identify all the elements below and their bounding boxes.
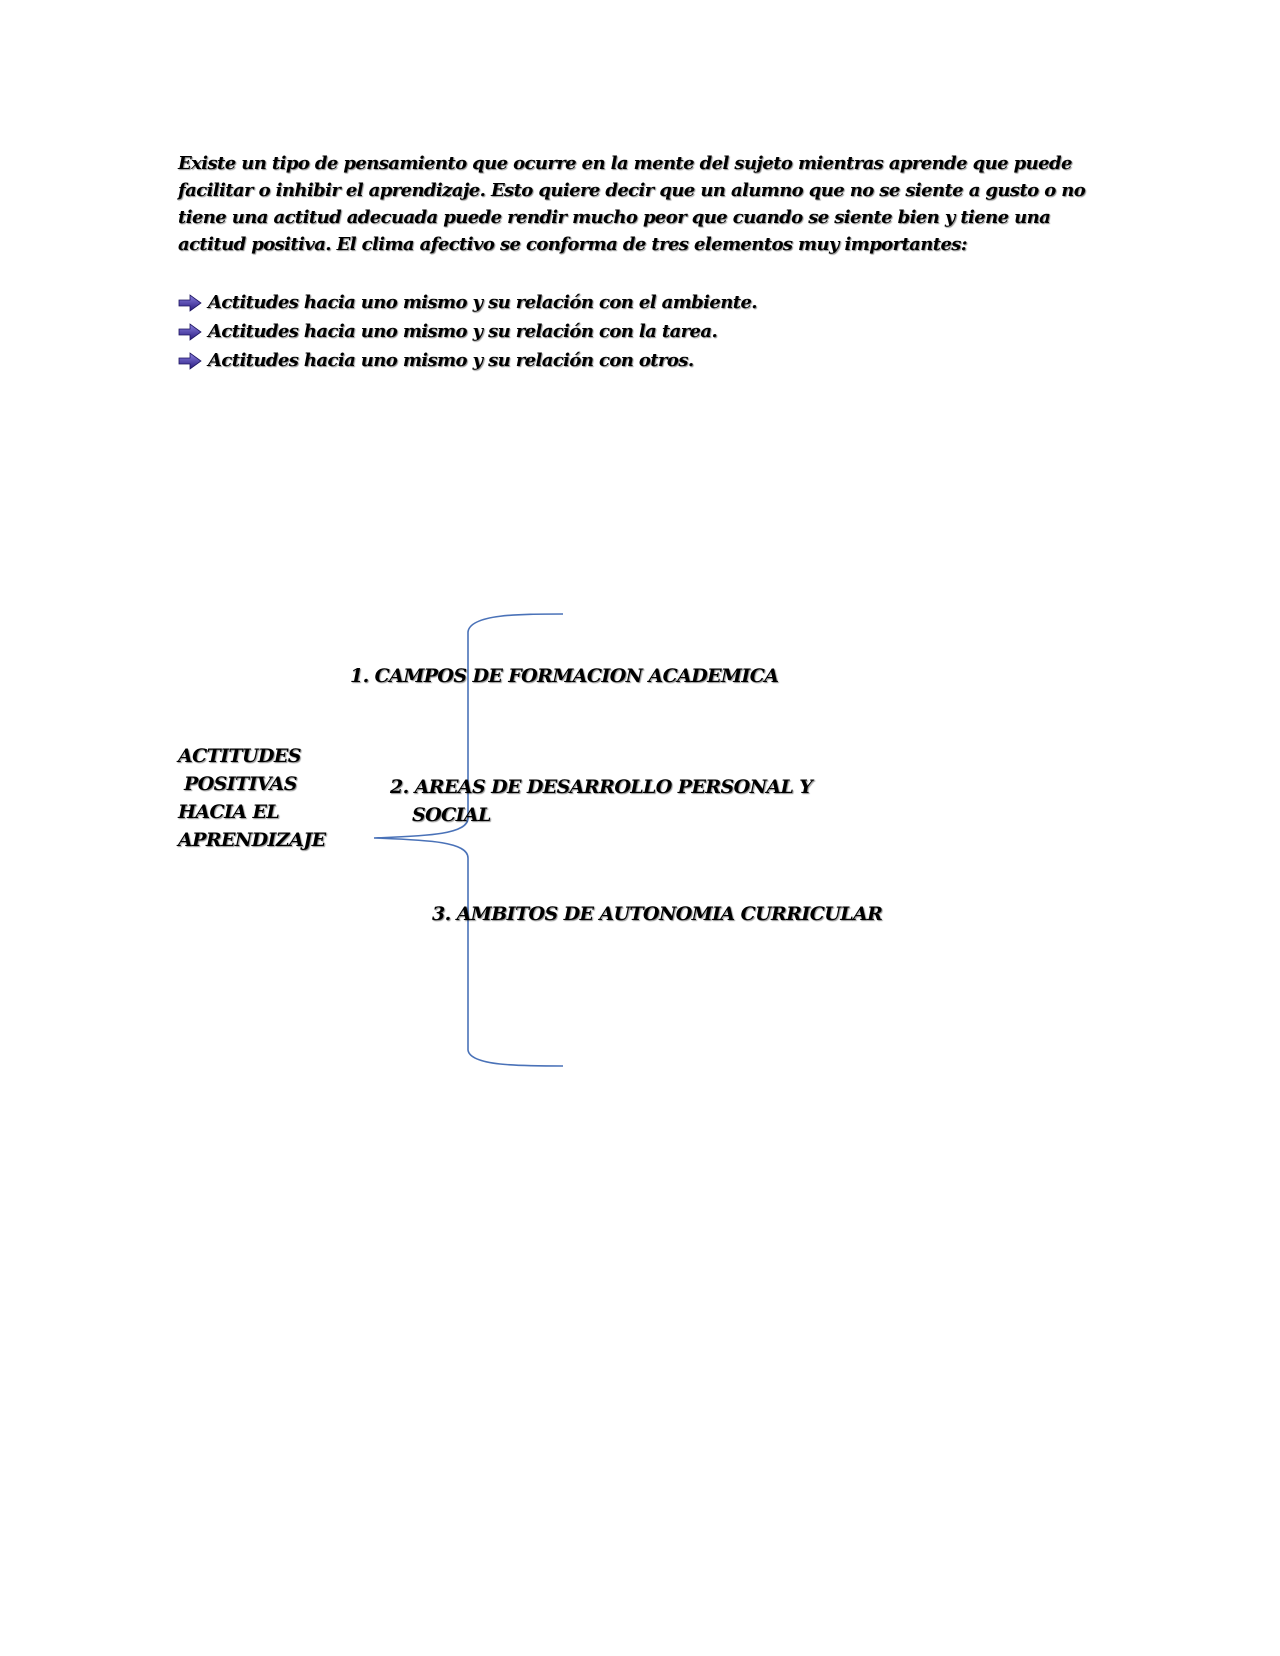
intro-paragraph: Existe un tipo de pensamiento que ocurre en la mente del sujeto mientras aprende que puede facilitar o inhibir el aprendizaje. Esto quiere decir que un alumno que no se siente a gusto o no tiene una actitud adecuada puede rendir mucho peor que cuando se siente bien y tiene una actitud positiva. El clima afectivo se conforma de tres elementos muy importantes: <box>178 153 1086 255</box>
central-concept-line: HACIA EL <box>178 801 280 823</box>
branch-label-1: 1. CAMPOS DE FORMACION ACADEMICA <box>350 665 779 687</box>
branch-label-2-continuation: SOCIAL <box>412 804 491 826</box>
list-item-text: Actitudes hacia uno mismo y su relación con otros. <box>208 350 694 371</box>
branch-label-2: 2. AREAS DE DESARROLLO PERSONAL Y <box>390 776 813 798</box>
central-concept <box>178 742 326 854</box>
list-item-text: Actitudes hacia uno mismo y su relación con la tarea. <box>208 321 718 342</box>
central-concept-line: POSITIVAS <box>178 773 297 795</box>
central-concept-line: ACTITUDES <box>178 745 301 767</box>
branch-label-3: 3. AMBITOS DE AUTONOMIA CURRICULAR <box>432 903 883 925</box>
list-item-text: Actitudes hacia uno mismo y su relación con el ambiente. <box>208 292 757 313</box>
central-concept-line: APRENDIZAJE <box>178 829 326 851</box>
